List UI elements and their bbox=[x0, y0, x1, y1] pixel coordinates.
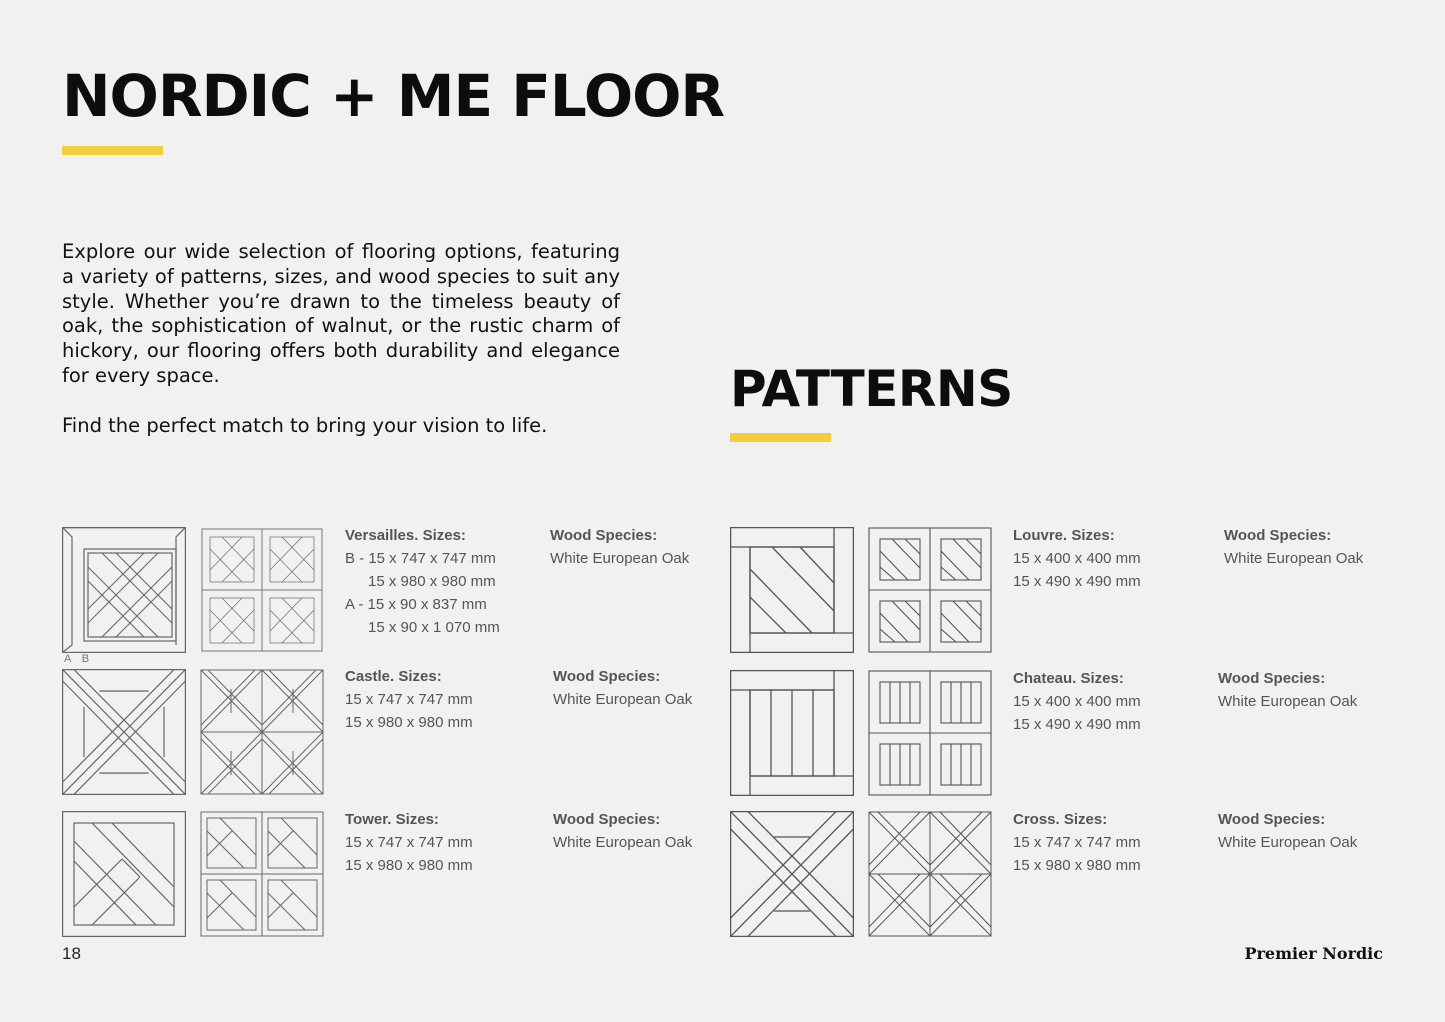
castle-species-value: White European Oak bbox=[553, 691, 693, 708]
patterns-title: PATTERNS bbox=[730, 360, 1013, 418]
tower-grid-tile bbox=[200, 811, 324, 937]
tower-sizes-heading: Tower. Sizes: bbox=[345, 811, 439, 828]
versailles-part-labels: A B bbox=[64, 653, 94, 665]
page-title: NORDIC + ME FLOOR bbox=[62, 62, 725, 130]
versailles-size-1: B - 15 x 747 x 747 mm bbox=[345, 550, 496, 567]
cross-grid-tile bbox=[868, 811, 992, 937]
tower-single-tile bbox=[62, 811, 186, 937]
versailles-sizes bbox=[345, 524, 500, 639]
patterns-accent-bar bbox=[730, 433, 831, 442]
chateau-species bbox=[1218, 667, 1357, 713]
castle-species bbox=[553, 665, 692, 711]
tower-species bbox=[553, 808, 692, 854]
cross-sizes-heading: Cross. Sizes: bbox=[1013, 811, 1108, 828]
louvre-grid-tile bbox=[868, 527, 992, 653]
chateau-single-tile bbox=[730, 670, 854, 796]
louvre-size-2: 15 x 490 x 490 mm bbox=[1013, 573, 1141, 590]
brand-name: Premier Nordic bbox=[1244, 944, 1383, 963]
louvre-species-heading: Wood Species: bbox=[1224, 527, 1332, 544]
cross-species-heading: Wood Species: bbox=[1218, 811, 1326, 828]
versailles-size-4: 15 x 90 x 1 070 mm bbox=[368, 619, 500, 636]
cross-size-1: 15 x 747 x 747 mm bbox=[1013, 834, 1141, 851]
cross-size-2: 15 x 980 x 980 mm bbox=[1013, 857, 1141, 874]
louvre-sizes bbox=[1013, 524, 1141, 593]
castle-size-2: 15 x 980 x 980 mm bbox=[345, 714, 473, 731]
chateau-species-heading: Wood Species: bbox=[1218, 670, 1326, 687]
chateau-sizes bbox=[1013, 667, 1141, 736]
castle-sizes-heading: Castle. Sizes: bbox=[345, 668, 442, 685]
versailles-species-heading: Wood Species: bbox=[550, 527, 658, 544]
versailles-size-3: A - 15 x 90 x 837 mm bbox=[345, 596, 487, 613]
title-accent-bar bbox=[62, 146, 163, 155]
versailles-species-value: White European Oak bbox=[550, 550, 690, 567]
castle-single-tile bbox=[62, 669, 186, 795]
louvre-species-value: White European Oak bbox=[1224, 550, 1364, 567]
chateau-grid-tile bbox=[868, 670, 992, 796]
versailles-species bbox=[550, 524, 689, 570]
chateau-species-value: White European Oak bbox=[1218, 693, 1358, 710]
louvre-sizes-heading: Louvre. Sizes: bbox=[1013, 527, 1115, 544]
cross-species-value: White European Oak bbox=[1218, 834, 1358, 851]
chateau-size-1: 15 x 400 x 400 mm bbox=[1013, 693, 1141, 710]
versailles-grid-tile bbox=[200, 527, 324, 653]
louvre-species bbox=[1224, 524, 1363, 570]
castle-size-1: 15 x 747 x 747 mm bbox=[345, 691, 473, 708]
tower-size-1: 15 x 747 x 747 mm bbox=[345, 834, 473, 851]
louvre-size-1: 15 x 400 x 400 mm bbox=[1013, 550, 1141, 567]
page-number: 18 bbox=[62, 944, 81, 963]
castle-sizes bbox=[345, 665, 473, 734]
tower-size-2: 15 x 980 x 980 mm bbox=[345, 857, 473, 874]
chateau-sizes-heading: Chateau. Sizes: bbox=[1013, 670, 1124, 687]
chateau-size-2: 15 x 490 x 490 mm bbox=[1013, 716, 1141, 733]
castle-species-heading: Wood Species: bbox=[553, 668, 661, 685]
intro-closing: Find the perfect match to bring your vision to life. bbox=[62, 414, 548, 437]
cross-species bbox=[1218, 808, 1357, 854]
versailles-single-tile bbox=[62, 527, 186, 653]
cross-sizes bbox=[1013, 808, 1141, 877]
versailles-size-2: 15 x 980 x 980 mm bbox=[368, 573, 496, 590]
louvre-single-tile bbox=[730, 527, 854, 653]
tower-sizes bbox=[345, 808, 473, 877]
versailles-sizes-heading: Versailles. Sizes: bbox=[345, 527, 466, 544]
cross-single-tile bbox=[730, 811, 854, 937]
tower-species-value: White European Oak bbox=[553, 834, 693, 851]
castle-grid-tile bbox=[200, 669, 324, 795]
intro-paragraph: Explore our wide selection of flooring options, featuring a variety of patterns, sizes, and wood species to suit any style. Whether you’re drawn to the timeless beauty of oak, the sophistication of walnut, or the rustic charm of hickory, our flooring offers both durability and elegance for every space. bbox=[62, 240, 620, 387]
tower-species-heading: Wood Species: bbox=[553, 811, 661, 828]
